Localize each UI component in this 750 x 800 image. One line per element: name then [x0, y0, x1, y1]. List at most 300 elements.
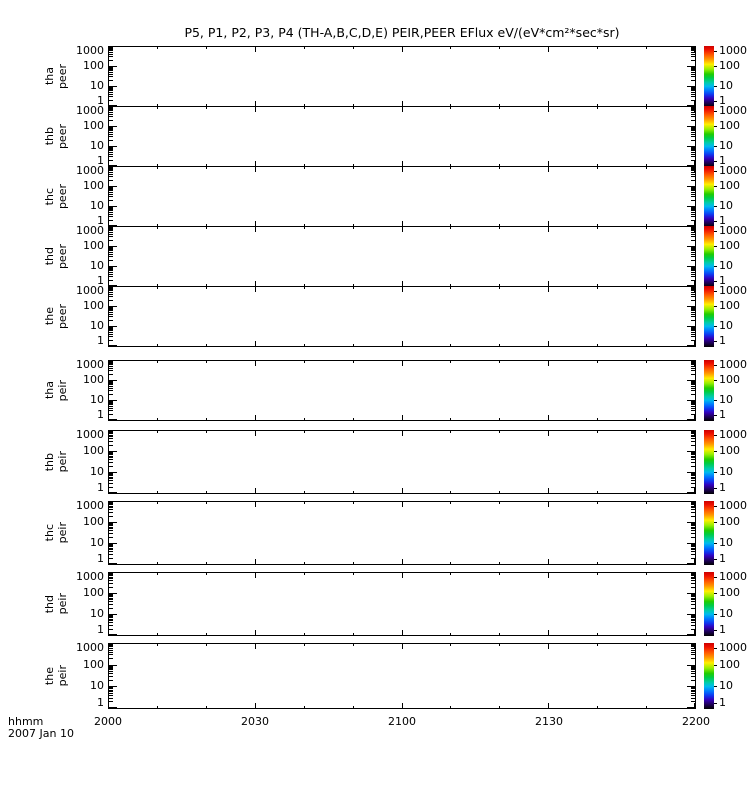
y-tick-label: 1000: [76, 641, 104, 654]
y-minor-tick: [109, 368, 113, 369]
x-minor-tick: [646, 167, 647, 169]
x-minor-tick: [450, 47, 451, 49]
y-minor-tick: [691, 56, 695, 57]
y-minor-tick: [109, 336, 113, 337]
y-minor-tick: [109, 188, 113, 189]
x-minor-tick: [597, 562, 598, 564]
panel-label-text: thb: [43, 127, 56, 146]
y-minor-tick: [109, 167, 113, 168]
y-minor-tick: [109, 229, 113, 230]
x-minor-tick: [304, 491, 305, 493]
colorbar-tick-label: 100: [719, 586, 740, 599]
y-minor-tick: [109, 370, 113, 371]
x-minor-tick: [157, 562, 158, 564]
y-minor-tick: [691, 478, 695, 479]
x-minor-tick: [450, 287, 451, 289]
y-minor-tick: [109, 136, 113, 137]
y-minor-tick: [691, 114, 695, 115]
y-minor-tick: [109, 445, 113, 446]
x-major-tick: [255, 431, 256, 436]
y-minor-tick: [109, 509, 113, 510]
y-minor-tick: [691, 408, 695, 409]
y-minor-tick: [109, 192, 113, 193]
y-minor-tick: [691, 50, 695, 51]
colorbar-tick: [714, 326, 717, 327]
y-minor-tick: [691, 617, 695, 618]
x-minor-tick: [304, 361, 305, 363]
x-minor-tick: [157, 644, 158, 646]
y-minor-tick: [109, 292, 113, 293]
y-minor-tick: [691, 406, 695, 407]
y-minor-tick: [691, 340, 695, 341]
y-minor-tick: [109, 408, 113, 409]
panel-label-text: peir: [56, 379, 69, 402]
colorbar-tick: [714, 306, 717, 307]
x-major-tick: [548, 630, 549, 635]
y-minor-tick: [691, 622, 695, 623]
y-minor-tick: [691, 475, 695, 476]
x-minor-tick: [450, 167, 451, 169]
y-minor-tick: [109, 320, 113, 321]
y-minor-tick: [691, 120, 695, 121]
x-minor-tick: [353, 361, 354, 363]
y-minor-tick: [691, 110, 695, 111]
y-minor-tick: [109, 314, 113, 315]
y-tick-label: 10: [90, 139, 104, 152]
x-minor-tick: [499, 502, 500, 504]
y-minor-tick: [109, 384, 113, 385]
colorbar-tick: [714, 614, 717, 615]
colorbar-tick: [714, 472, 717, 473]
y-major-tick: [687, 707, 695, 708]
y-minor-tick: [109, 504, 113, 505]
y-minor-tick: [109, 410, 113, 411]
y-minor-tick: [109, 527, 113, 528]
y-minor-tick: [691, 441, 695, 442]
y-minor-tick: [691, 296, 695, 297]
y-minor-tick: [109, 234, 113, 235]
y-minor-tick: [691, 212, 695, 213]
y-minor-tick: [109, 577, 113, 578]
x-minor-tick: [304, 644, 305, 646]
y-minor-tick: [691, 574, 695, 575]
y-minor-tick: [109, 288, 113, 289]
y-minor-tick: [691, 289, 695, 290]
y-minor-tick: [691, 129, 695, 130]
y-minor-tick: [691, 229, 695, 230]
y-minor-tick: [109, 214, 113, 215]
x-major-tick: [255, 47, 256, 52]
y-minor-tick: [691, 236, 695, 237]
y-minor-tick: [109, 240, 113, 241]
x-major-tick: [402, 287, 403, 292]
y-minor-tick: [691, 230, 695, 231]
y-minor-tick: [109, 176, 113, 177]
y-minor-tick: [109, 309, 113, 310]
colorbar-tick: [714, 686, 717, 687]
x-minor-tick: [499, 361, 500, 363]
colorbar-tick: [714, 51, 717, 52]
colorbar-tick-label: 10: [719, 536, 733, 549]
x-major-tick: [402, 559, 403, 564]
y-minor-tick: [691, 693, 695, 694]
y-minor-tick: [691, 190, 695, 191]
y-minor-tick: [109, 156, 113, 157]
y-minor-tick: [109, 594, 113, 595]
y-tick-label: 100: [83, 658, 104, 671]
x-minor-tick: [157, 431, 158, 433]
y-minor-tick: [691, 132, 695, 133]
colorbar-tick: [714, 206, 717, 207]
x-minor-tick: [304, 227, 305, 229]
x-major-tick: [255, 415, 256, 420]
y-minor-tick: [691, 523, 695, 524]
y-minor-tick: [691, 252, 695, 253]
y-minor-tick: [691, 666, 695, 667]
y-minor-tick: [109, 80, 113, 81]
y-minor-tick: [109, 300, 113, 301]
y-minor-tick: [691, 254, 695, 255]
y-minor-tick: [109, 598, 113, 599]
panel-label-text: thd: [43, 247, 56, 266]
y-minor-tick: [109, 573, 113, 574]
x-minor-tick: [206, 47, 207, 49]
x-minor-tick: [353, 107, 354, 109]
colorbar-tick: [714, 648, 717, 649]
y-minor-tick: [691, 150, 695, 151]
panel-label-text: thd: [43, 594, 56, 614]
y-minor-tick: [109, 669, 113, 670]
colorbar-tick-label: 1000: [719, 358, 747, 371]
y-minor-tick: [691, 90, 695, 91]
y-minor-tick: [109, 652, 113, 653]
y-minor-tick: [109, 619, 113, 620]
y-minor-tick: [109, 487, 113, 488]
y-minor-tick: [109, 528, 113, 529]
x-major-tick: [402, 431, 403, 436]
y-major-tick: [687, 419, 695, 420]
y-tick-label: 1: [97, 334, 104, 347]
y-minor-tick: [109, 269, 113, 270]
y-tick-label: 1: [97, 623, 104, 636]
y-minor-tick: [691, 307, 695, 308]
y-minor-tick: [109, 236, 113, 237]
x-major-tick: [548, 488, 549, 493]
y-minor-tick: [109, 401, 113, 402]
y-minor-tick: [109, 454, 113, 455]
x-minor-tick: [353, 431, 354, 433]
x-minor-tick: [304, 344, 305, 346]
colorbar-tick-label: 100: [719, 515, 740, 528]
y-minor-tick: [691, 537, 695, 538]
y-minor-tick: [691, 89, 695, 90]
colorbar-tick-label: 1: [719, 552, 726, 565]
y-minor-tick: [109, 462, 113, 463]
panel-label-text: tha: [43, 381, 56, 400]
y-minor-tick: [109, 332, 113, 333]
y-minor-tick: [109, 170, 113, 171]
y-minor-tick: [109, 276, 113, 277]
colorbar-tick-label: 1000: [719, 284, 747, 297]
y-minor-tick: [109, 108, 113, 109]
x-minor-tick: [304, 418, 305, 420]
y-minor-tick: [691, 650, 695, 651]
x-minor-tick: [353, 633, 354, 635]
colorbar-tick: [714, 146, 717, 147]
y-minor-tick: [109, 441, 113, 442]
y-minor-tick: [109, 666, 113, 667]
y-minor-tick: [109, 212, 113, 213]
y-minor-tick: [109, 69, 113, 70]
y-minor-tick: [109, 671, 113, 672]
y-minor-tick: [691, 169, 695, 170]
colorbar-the-peir: [704, 643, 714, 709]
colorbar-tick: [714, 101, 717, 102]
y-minor-tick: [691, 459, 695, 460]
x-major-tick: [548, 559, 549, 564]
y-minor-tick: [691, 154, 695, 155]
y-minor-tick: [109, 294, 113, 295]
x-minor-tick: [597, 706, 598, 708]
y-minor-tick: [691, 502, 695, 503]
y-minor-tick: [109, 248, 113, 249]
y-minor-tick: [109, 330, 113, 331]
y-minor-tick: [109, 438, 113, 439]
y-minor-tick: [691, 188, 695, 189]
y-minor-tick: [691, 250, 695, 251]
y-tick-label: 1000: [76, 44, 104, 57]
y-minor-tick: [691, 54, 695, 55]
x-major-tick: [402, 573, 403, 578]
colorbar-tick: [714, 559, 717, 560]
y-minor-tick: [691, 269, 695, 270]
y-minor-tick: [691, 382, 695, 383]
colorbar-tick-label: 1000: [719, 104, 747, 117]
y-minor-tick: [691, 583, 695, 584]
y-minor-tick: [691, 604, 695, 605]
y-minor-tick: [109, 554, 113, 555]
y-minor-tick: [691, 116, 695, 117]
colorbar-thb-peir: [704, 430, 714, 494]
panel-label-text: peer: [56, 123, 69, 150]
y-tick-label: 1000: [76, 164, 104, 177]
colorbar-thb-peer: [704, 106, 714, 167]
colorbar-tick-label: 1000: [719, 164, 747, 177]
y-minor-tick: [109, 267, 113, 268]
x-minor-tick: [206, 167, 207, 169]
y-minor-tick: [109, 308, 113, 309]
y-minor-tick: [109, 128, 113, 129]
x-axis-unit-label: hhmm: [8, 715, 44, 728]
y-minor-tick: [691, 625, 695, 626]
colorbar-tha-peir: [704, 360, 714, 421]
panel-label-thc-peer: [42, 166, 70, 227]
y-minor-tick: [691, 207, 695, 208]
y-minor-tick: [109, 453, 113, 454]
x-minor-tick: [450, 227, 451, 229]
y-minor-tick: [109, 374, 113, 375]
x-major-tick: [255, 227, 256, 232]
y-minor-tick: [691, 383, 695, 384]
y-tick-label: 1: [97, 408, 104, 421]
y-minor-tick: [691, 688, 695, 689]
colorbar-the-peer: [704, 286, 714, 347]
y-tick-label: 10: [90, 319, 104, 332]
y-minor-tick: [691, 528, 695, 529]
y-minor-tick: [109, 402, 113, 403]
y-minor-tick: [691, 695, 695, 696]
y-minor-tick: [109, 230, 113, 231]
y-minor-tick: [109, 687, 113, 688]
x-minor-tick: [646, 47, 647, 49]
y-minor-tick: [109, 154, 113, 155]
x-minor-tick: [206, 227, 207, 229]
y-minor-tick: [691, 575, 695, 576]
y-minor-tick: [691, 645, 695, 646]
y-minor-tick: [691, 316, 695, 317]
y-minor-tick: [691, 673, 695, 674]
y-minor-tick: [109, 477, 113, 478]
y-minor-tick: [691, 72, 695, 73]
y-minor-tick: [109, 88, 113, 89]
y-minor-tick: [691, 67, 695, 68]
y-minor-tick: [691, 136, 695, 137]
y-minor-tick: [691, 435, 695, 436]
y-minor-tick: [109, 227, 113, 228]
colorbar-tick-label: 1: [719, 274, 726, 287]
x-minor-tick: [157, 633, 158, 635]
x-minor-tick: [646, 107, 647, 109]
y-minor-tick: [109, 475, 113, 476]
y-minor-tick: [691, 596, 695, 597]
panel-label-the-peir: [42, 643, 70, 709]
y-minor-tick: [691, 294, 695, 295]
colorbar-tick-label: 1: [719, 94, 726, 107]
plot-panel-thd-peer: [108, 226, 696, 287]
colorbar-tick: [714, 66, 717, 67]
y-minor-tick: [109, 383, 113, 384]
y-minor-tick: [691, 187, 695, 188]
x-major-tick: [255, 167, 256, 172]
x-major-tick: [255, 644, 256, 649]
y-minor-tick: [691, 598, 695, 599]
x-major-tick: [548, 47, 549, 52]
x-major-tick: [402, 47, 403, 52]
x-major-tick: [402, 167, 403, 172]
y-minor-tick: [691, 109, 695, 110]
x-minor-tick: [304, 706, 305, 708]
y-minor-tick: [109, 435, 113, 436]
y-minor-tick: [691, 127, 695, 128]
y-major-tick: [109, 492, 117, 493]
y-minor-tick: [109, 394, 113, 395]
colorbar-tick: [714, 400, 717, 401]
panel-label-tha-peer: [42, 46, 70, 107]
y-minor-tick: [691, 530, 695, 531]
y-tick-label: 1000: [76, 358, 104, 371]
x-minor-tick: [206, 644, 207, 646]
x-minor-tick: [206, 706, 207, 708]
y-major-tick: [687, 634, 695, 635]
x-major-tick: [548, 644, 549, 649]
y-minor-tick: [691, 209, 695, 210]
x-major-tick: [548, 703, 549, 708]
y-minor-tick: [109, 54, 113, 55]
y-minor-tick: [691, 60, 695, 61]
y-minor-tick: [691, 410, 695, 411]
y-minor-tick: [109, 109, 113, 110]
y-minor-tick: [691, 615, 695, 616]
x-minor-tick: [450, 562, 451, 564]
y-minor-tick: [109, 290, 113, 291]
colorbar-tick-label: 1: [719, 334, 726, 347]
y-minor-tick: [109, 625, 113, 626]
y-minor-tick: [109, 56, 113, 57]
y-minor-tick: [109, 645, 113, 646]
y-minor-tick: [691, 130, 695, 131]
y-minor-tick: [109, 366, 113, 367]
colorbar-tick: [714, 246, 717, 247]
plot-panel-thb-peir: [108, 430, 696, 494]
y-minor-tick: [691, 546, 695, 547]
x-minor-tick: [353, 573, 354, 575]
plot-panel-thb-peer: [108, 106, 696, 167]
y-tick-label: 100: [83, 444, 104, 457]
y-minor-tick: [109, 575, 113, 576]
plot-panel-the-peer: [108, 286, 696, 347]
y-major-tick: [687, 345, 695, 346]
panel-label-text: the: [43, 307, 56, 326]
y-minor-tick: [691, 594, 695, 595]
panel-label-text: peir: [56, 665, 69, 687]
y-minor-tick: [109, 254, 113, 255]
y-minor-tick: [109, 530, 113, 531]
x-minor-tick: [499, 706, 500, 708]
y-minor-tick: [691, 658, 695, 659]
y-minor-tick: [109, 148, 113, 149]
y-minor-tick: [691, 274, 695, 275]
y-minor-tick: [691, 361, 695, 362]
y-minor-tick: [109, 506, 113, 507]
colorbar-tick-label: 10: [719, 259, 733, 272]
y-minor-tick: [691, 160, 695, 161]
y-minor-tick: [109, 114, 113, 115]
y-minor-tick: [691, 100, 695, 101]
colorbar-tick-label: 1000: [719, 224, 747, 237]
y-minor-tick: [109, 595, 113, 596]
y-minor-tick: [109, 287, 113, 288]
x-minor-tick: [206, 107, 207, 109]
y-minor-tick: [109, 695, 113, 696]
x-minor-tick: [450, 361, 451, 363]
x-minor-tick: [450, 644, 451, 646]
y-minor-tick: [109, 172, 113, 173]
y-minor-tick: [109, 252, 113, 253]
colorbar-tick-label: 1: [719, 214, 726, 227]
y-minor-tick: [109, 545, 113, 546]
y-minor-tick: [109, 698, 113, 699]
x-minor-tick: [157, 418, 158, 420]
plot-panel-thc-peir: [108, 501, 696, 565]
y-minor-tick: [691, 554, 695, 555]
y-minor-tick: [691, 112, 695, 113]
y-minor-tick: [691, 577, 695, 578]
y-minor-tick: [691, 362, 695, 363]
x-minor-tick: [206, 361, 207, 363]
y-minor-tick: [109, 130, 113, 131]
colorbar-tick-label: 100: [719, 444, 740, 457]
y-minor-tick: [691, 533, 695, 534]
